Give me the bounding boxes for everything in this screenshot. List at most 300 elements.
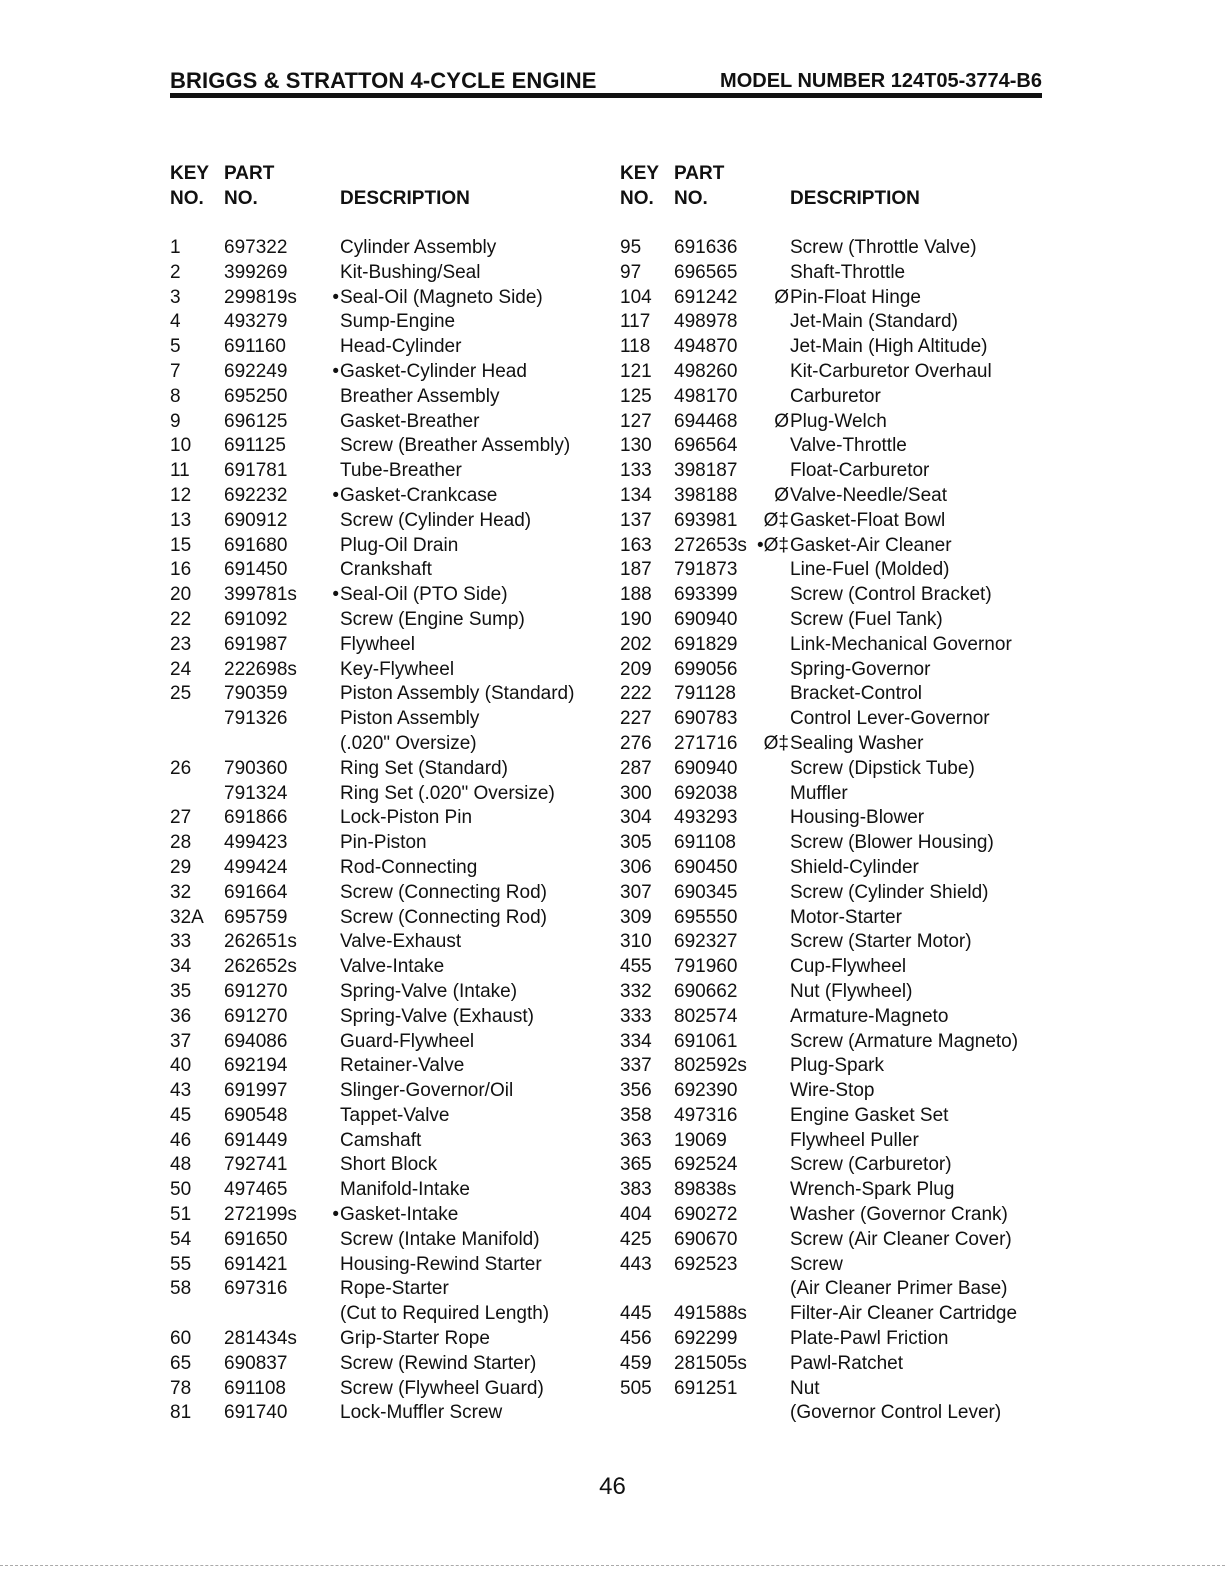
parts-row — [170, 682, 600, 707]
part-number: 691636 — [674, 237, 738, 258]
part-description: Engine Gasket Set — [790, 1104, 949, 1126]
key-number: 37 — [170, 1030, 192, 1052]
key-number: 32 — [170, 881, 192, 903]
parts-row — [170, 658, 600, 683]
part-description: Screw (Breather Assembly) — [340, 435, 571, 457]
key-number: 22 — [170, 608, 192, 630]
key-number: 95 — [620, 237, 642, 258]
key-number: 54 — [170, 1228, 192, 1250]
parts-row — [170, 831, 600, 856]
part-number: 690450 — [674, 856, 738, 878]
part-description: (Air Cleaner Primer Base) — [790, 1278, 1008, 1300]
part-description: Pin-Piston — [340, 832, 427, 854]
parts-row — [620, 757, 1040, 782]
parts-row — [170, 459, 600, 484]
key-number: 306 — [620, 856, 652, 878]
part-marker: • — [332, 484, 339, 506]
part-description: Nut — [790, 1377, 820, 1399]
key-number: 300 — [620, 782, 652, 804]
part-number: 691160 — [224, 336, 286, 358]
key-heading-line2: NO. — [170, 188, 204, 209]
part-description: Screw (Cylinder Shield) — [790, 881, 989, 903]
part-number: 691664 — [224, 881, 288, 903]
part-description: Valve-Intake — [340, 956, 445, 978]
part-number: 691270 — [224, 980, 288, 1002]
parts-row — [170, 856, 600, 881]
parts-row — [620, 484, 1040, 509]
part-number: 790359 — [224, 683, 288, 705]
part-description: Tube-Breather — [340, 460, 462, 482]
part-description: Ring Set (Standard) — [340, 757, 508, 779]
part-description: Crankshaft — [340, 559, 432, 581]
part-number: 791326 — [224, 708, 288, 730]
part-number: 691650 — [224, 1228, 288, 1250]
part-description: Gasket-Cylinder Head — [340, 360, 527, 382]
parts-row — [620, 1377, 1040, 1402]
part-description: Bracket-Control — [790, 683, 922, 705]
part-marker: Ø — [774, 484, 789, 506]
part-description: Screw (Connecting Rod) — [340, 906, 547, 928]
key-number: 12 — [170, 484, 192, 506]
part-description: Screw (Engine Sump) — [340, 608, 525, 630]
part-number: 696564 — [674, 435, 738, 457]
key-number: 443 — [620, 1253, 652, 1275]
part-number: 790360 — [224, 757, 288, 779]
parts-row — [620, 1054, 1040, 1079]
parts-row — [620, 261, 1040, 286]
key-number: 118 — [620, 336, 651, 358]
key-number: 358 — [620, 1104, 652, 1126]
key-heading-line1: KEY — [170, 163, 210, 184]
parts-row — [170, 286, 600, 311]
parts-row — [620, 1030, 1040, 1055]
parts-row — [620, 1178, 1040, 1203]
part-description: Screw (Air Cleaner Cover) — [790, 1228, 1012, 1250]
part-number: 696565 — [674, 261, 738, 283]
part-number: 281434s — [224, 1328, 297, 1350]
key-number: 456 — [620, 1328, 652, 1350]
part-description: Jet-Main (Standard) — [790, 311, 958, 333]
parts-row — [620, 286, 1040, 311]
key-number: 332 — [620, 980, 652, 1002]
part-number: 692038 — [674, 782, 738, 804]
key-number: 4 — [170, 311, 181, 333]
part-description: Screw (Dipstick Tube) — [790, 757, 975, 779]
part-number: 262651s — [224, 931, 297, 953]
part-number: 691270 — [224, 1005, 288, 1027]
part-description: Seal-Oil (Magneto Side) — [340, 286, 543, 308]
parts-row — [620, 1352, 1040, 1377]
part-description: Plate-Pawl Friction — [790, 1328, 949, 1350]
part-number: 693399 — [674, 584, 738, 606]
part-number: 281505s — [674, 1352, 747, 1374]
part-number: 691108 — [674, 832, 736, 854]
parts-row — [620, 806, 1040, 831]
page-number: 46 — [599, 1473, 626, 1500]
part-number: 691680 — [224, 534, 288, 556]
part-description: Screw (Connecting Rod) — [340, 881, 547, 903]
parts-row — [620, 558, 1040, 583]
key-number: 33 — [170, 931, 192, 953]
part-number: 791873 — [674, 559, 738, 581]
part-number: 498978 — [674, 311, 738, 333]
part-number: 690783 — [674, 708, 738, 730]
parts-row — [170, 782, 600, 807]
part-description: Rod-Connecting — [340, 856, 478, 878]
parts-row — [620, 732, 1040, 757]
parts-row — [620, 1277, 1040, 1302]
part-description: Line-Fuel (Molded) — [790, 559, 950, 581]
part-number: 693981 — [674, 509, 738, 531]
parts-row — [170, 1030, 600, 1055]
part-description: Guard-Flywheel — [340, 1030, 475, 1052]
part-marker: Ø‡ — [763, 509, 789, 531]
key-number: 188 — [620, 584, 652, 606]
part-description: Kit-Carburetor Overhaul — [790, 360, 992, 382]
part-description: Screw (Armature Magneto) — [790, 1030, 1019, 1052]
left-parts-list — [170, 236, 600, 1426]
part-number: 498260 — [674, 360, 738, 382]
part-description: (Cut to Required Length) — [340, 1303, 550, 1325]
parts-row — [620, 1104, 1040, 1129]
part-description: Muffler — [790, 782, 848, 804]
part-number: 493279 — [224, 311, 288, 333]
key-number: 51 — [170, 1204, 192, 1226]
parts-row — [620, 583, 1040, 608]
part-description: Spring-Valve (Exhaust) — [340, 1005, 534, 1027]
parts-row — [620, 881, 1040, 906]
parts-row — [620, 831, 1040, 856]
part-number: 222698s — [224, 658, 297, 680]
part-description: Jet-Main (High Altitude) — [790, 336, 988, 358]
parts-row — [620, 509, 1040, 534]
key-number: 404 — [620, 1204, 652, 1226]
part-number: 499424 — [224, 856, 288, 878]
part-number: 692194 — [224, 1055, 288, 1077]
parts-row — [620, 1153, 1040, 1178]
part-description: Float-Carburetor — [790, 460, 930, 482]
key-number: 209 — [620, 658, 652, 680]
part-description: Pawl-Ratchet — [790, 1352, 903, 1374]
parts-row — [170, 1153, 600, 1178]
document-title: BRIGGS & STRATTON 4-CYCLE ENGINE — [170, 68, 597, 93]
parts-row — [170, 930, 600, 955]
parts-row — [620, 682, 1040, 707]
part-marker: • — [332, 584, 339, 606]
model-number: MODEL NUMBER 124T05-3774-B6 — [720, 70, 1042, 92]
part-number: 692523 — [674, 1253, 738, 1275]
part-number: 494870 — [674, 336, 738, 358]
part-number: 691450 — [224, 559, 288, 581]
parts-row — [620, 335, 1040, 360]
part-description: (Governor Control Lever) — [790, 1402, 1002, 1424]
parts-row — [620, 782, 1040, 807]
part-number: 791128 — [674, 683, 736, 705]
part-number: 272199s — [224, 1204, 297, 1226]
part-number: 690272 — [674, 1204, 738, 1226]
key-number: 163 — [620, 534, 652, 556]
part-number: 690662 — [674, 980, 738, 1002]
parts-row — [170, 335, 600, 360]
key-number: 307 — [620, 881, 652, 903]
parts-row — [620, 310, 1040, 335]
part-description: Gasket-Crankcase — [340, 484, 498, 506]
part-description: Screw (Blower Housing) — [790, 832, 994, 854]
key-heading-line1: KEY — [620, 163, 660, 184]
parts-row — [620, 1302, 1040, 1327]
parts-row — [170, 1005, 600, 1030]
part-number: 692249 — [224, 360, 288, 382]
parts-row — [170, 757, 600, 782]
key-number: 36 — [170, 1005, 192, 1027]
key-number: 7 — [170, 360, 181, 382]
part-description: Link-Mechanical Governor — [790, 633, 1012, 655]
parts-row — [170, 1352, 600, 1377]
part-description: Gasket-Breather — [340, 410, 480, 432]
key-number: 50 — [170, 1179, 192, 1201]
part-number: 696125 — [224, 410, 288, 432]
key-number: 9 — [170, 410, 181, 432]
key-number: 125 — [620, 385, 652, 407]
part-description: Flywheel — [340, 633, 415, 655]
part-description: Shaft-Throttle — [790, 261, 906, 283]
part-number: 497316 — [674, 1104, 738, 1126]
key-number: 505 — [620, 1377, 652, 1399]
part-description: Piston Assembly (Standard) — [340, 683, 575, 705]
parts-row — [170, 583, 600, 608]
right-parts-list — [620, 236, 1040, 1426]
key-number: 455 — [620, 956, 652, 978]
key-number: 1 — [170, 237, 181, 258]
part-description: Motor-Starter — [790, 906, 902, 928]
part-number: 690940 — [674, 757, 738, 779]
part-description: Valve-Exhaust — [340, 931, 462, 953]
part-number: 499423 — [224, 832, 288, 854]
part-number: 690345 — [674, 881, 738, 903]
part-number: 691061 — [674, 1030, 738, 1052]
parts-row — [620, 1253, 1040, 1278]
part-marker: • — [332, 1204, 339, 1226]
part-description: Screw (Control Bracket) — [790, 584, 992, 606]
page-header — [170, 68, 1042, 98]
parts-row — [620, 434, 1040, 459]
part-number: 802574 — [674, 1005, 738, 1027]
part-description: Lock-Muffler Screw — [340, 1402, 503, 1424]
part-description: Filter-Air Cleaner Cartridge — [790, 1303, 1018, 1325]
part-number: 695250 — [224, 385, 288, 407]
parts-row — [620, 1129, 1040, 1154]
part-number: 690837 — [224, 1352, 288, 1374]
parts-row — [170, 1253, 600, 1278]
key-number: 8 — [170, 385, 181, 407]
part-number: 691997 — [224, 1080, 288, 1102]
parts-row — [170, 707, 600, 732]
bottom-divider — [0, 1565, 1225, 1566]
part-number: 692390 — [674, 1080, 738, 1102]
part-number: 692327 — [674, 931, 738, 953]
part-description: Retainer-Valve — [340, 1055, 465, 1077]
key-number: 121 — [620, 360, 652, 382]
key-number: 45 — [170, 1104, 192, 1126]
key-number: 3 — [170, 286, 181, 308]
key-number: 15 — [170, 534, 192, 556]
key-heading-line2: NO. — [620, 188, 654, 209]
parts-row — [620, 856, 1040, 881]
part-description: Slinger-Governor/Oil — [340, 1080, 514, 1102]
part-number: 691421 — [224, 1253, 288, 1275]
parts-row — [170, 955, 600, 980]
part-number: 792741 — [224, 1154, 288, 1176]
part-number: 89838s — [674, 1179, 737, 1201]
key-number: 459 — [620, 1352, 652, 1374]
part-description: Grip-Starter Rope — [340, 1328, 490, 1350]
key-number: 23 — [170, 633, 192, 655]
part-description: Plug-Spark — [790, 1055, 884, 1077]
key-number: 81 — [170, 1402, 192, 1424]
part-description: Lock-Piston Pin — [340, 807, 473, 829]
parts-row — [170, 1401, 600, 1426]
parts-row — [170, 1054, 600, 1079]
part-number: 690548 — [224, 1104, 288, 1126]
part-description: Sump-Engine — [340, 311, 456, 333]
key-number: 16 — [170, 559, 192, 581]
part-description: Flywheel Puller — [790, 1129, 919, 1151]
parts-row — [170, 310, 600, 335]
part-description: Valve-Throttle — [790, 435, 907, 457]
part-description: Breather Assembly — [340, 385, 500, 407]
parts-row — [620, 360, 1040, 385]
part-description: (.020" Oversize) — [340, 732, 477, 754]
part-number: 691242 — [674, 286, 738, 308]
part-description: Screw (Intake Manifold) — [340, 1228, 540, 1250]
part-number: 695550 — [674, 906, 738, 928]
key-number: 365 — [620, 1154, 652, 1176]
key-number: 104 — [620, 286, 652, 308]
part-description: Cylinder Assembly — [340, 237, 497, 258]
part-marker: Ø — [774, 286, 789, 308]
part-number: 691108 — [224, 1377, 286, 1399]
part-description: Screw (Rewind Starter) — [340, 1352, 537, 1374]
part-number: 791324 — [224, 782, 288, 804]
parts-row — [170, 534, 600, 559]
key-number: 134 — [620, 484, 652, 506]
parts-row — [170, 434, 600, 459]
parts-row — [620, 410, 1040, 435]
parts-row — [170, 906, 600, 931]
part-number: 699056 — [674, 658, 738, 680]
key-number: 309 — [620, 906, 652, 928]
part-description: Camshaft — [340, 1129, 422, 1151]
part-number: 694086 — [224, 1030, 288, 1052]
parts-row — [620, 534, 1040, 559]
part-number: 697316 — [224, 1278, 288, 1300]
key-number: 356 — [620, 1080, 652, 1102]
part-description: Armature-Magneto — [790, 1005, 949, 1027]
part-number: 691092 — [224, 608, 288, 630]
key-number: 187 — [620, 559, 652, 581]
part-description: Nut (Flywheel) — [790, 980, 913, 1002]
part-number: 695759 — [224, 906, 288, 928]
part-marker: • — [332, 360, 339, 382]
key-number: 2 — [170, 261, 181, 283]
key-number: 40 — [170, 1055, 192, 1077]
part-description: Kit-Bushing/Seal — [340, 261, 481, 283]
parts-row — [620, 385, 1040, 410]
parts-row — [620, 1327, 1040, 1352]
parts-row — [620, 658, 1040, 683]
part-description: Control Lever-Governor — [790, 708, 990, 730]
part-description: Plug-Welch — [790, 410, 887, 432]
parts-row — [170, 360, 600, 385]
key-number: 35 — [170, 980, 192, 1002]
part-number: 802592s — [674, 1055, 747, 1077]
key-number: 190 — [620, 608, 652, 630]
part-number: 19069 — [674, 1129, 727, 1151]
part-marker: •Ø‡ — [757, 534, 789, 556]
key-number: 222 — [620, 683, 652, 705]
part-description: Piston Assembly — [340, 708, 480, 730]
key-number: 32A — [170, 906, 204, 928]
part-description: Plug-Oil Drain — [340, 534, 459, 556]
part-description: Housing-Blower — [790, 807, 925, 829]
part-number: 692232 — [224, 484, 288, 506]
part-heading-line1: PART — [674, 163, 725, 184]
part-number: 692299 — [674, 1328, 738, 1350]
part-number: 691251 — [674, 1377, 738, 1399]
part-description: Screw (Flywheel Guard) — [340, 1377, 544, 1399]
part-description: Screw (Fuel Tank) — [790, 608, 943, 630]
part-number: 398188 — [674, 484, 738, 506]
part-number: 493293 — [674, 807, 738, 829]
key-number: 65 — [170, 1352, 192, 1374]
key-number: 26 — [170, 757, 192, 779]
part-description: Spring-Governor — [790, 658, 931, 680]
part-number: 691125 — [224, 435, 286, 457]
parts-row — [620, 930, 1040, 955]
part-description: Screw (Carburetor) — [790, 1154, 952, 1176]
part-description: Sealing Washer — [790, 732, 924, 754]
key-number: 287 — [620, 757, 652, 779]
part-description: Carburetor — [790, 385, 881, 407]
key-number: 133 — [620, 460, 652, 482]
part-description: Rope-Starter — [340, 1278, 449, 1300]
part-number: 690940 — [674, 608, 738, 630]
part-number: 691781 — [224, 460, 288, 482]
part-number: 398187 — [674, 460, 738, 482]
part-description: Screw (Cylinder Head) — [340, 509, 532, 531]
parts-row — [170, 806, 600, 831]
part-description: Seal-Oil (PTO Side) — [340, 584, 508, 606]
parts-row — [620, 608, 1040, 633]
key-number: 55 — [170, 1253, 192, 1275]
parts-row — [170, 1277, 600, 1302]
part-heading-line2: NO. — [674, 188, 708, 209]
part-number: 498170 — [674, 385, 738, 407]
parts-row — [620, 1079, 1040, 1104]
part-number: 272653s — [674, 534, 747, 556]
part-description: Head-Cylinder — [340, 336, 462, 358]
parts-row — [170, 881, 600, 906]
part-number: 271716 — [674, 732, 738, 754]
part-description: Gasket-Float Bowl — [790, 509, 946, 531]
part-description: Manifold-Intake — [340, 1179, 470, 1201]
key-number: 24 — [170, 658, 192, 680]
key-number: 34 — [170, 956, 192, 978]
part-marker: Ø‡ — [763, 732, 789, 754]
parts-row — [620, 707, 1040, 732]
part-number: 691449 — [224, 1129, 288, 1151]
part-number: 491588s — [674, 1303, 747, 1325]
